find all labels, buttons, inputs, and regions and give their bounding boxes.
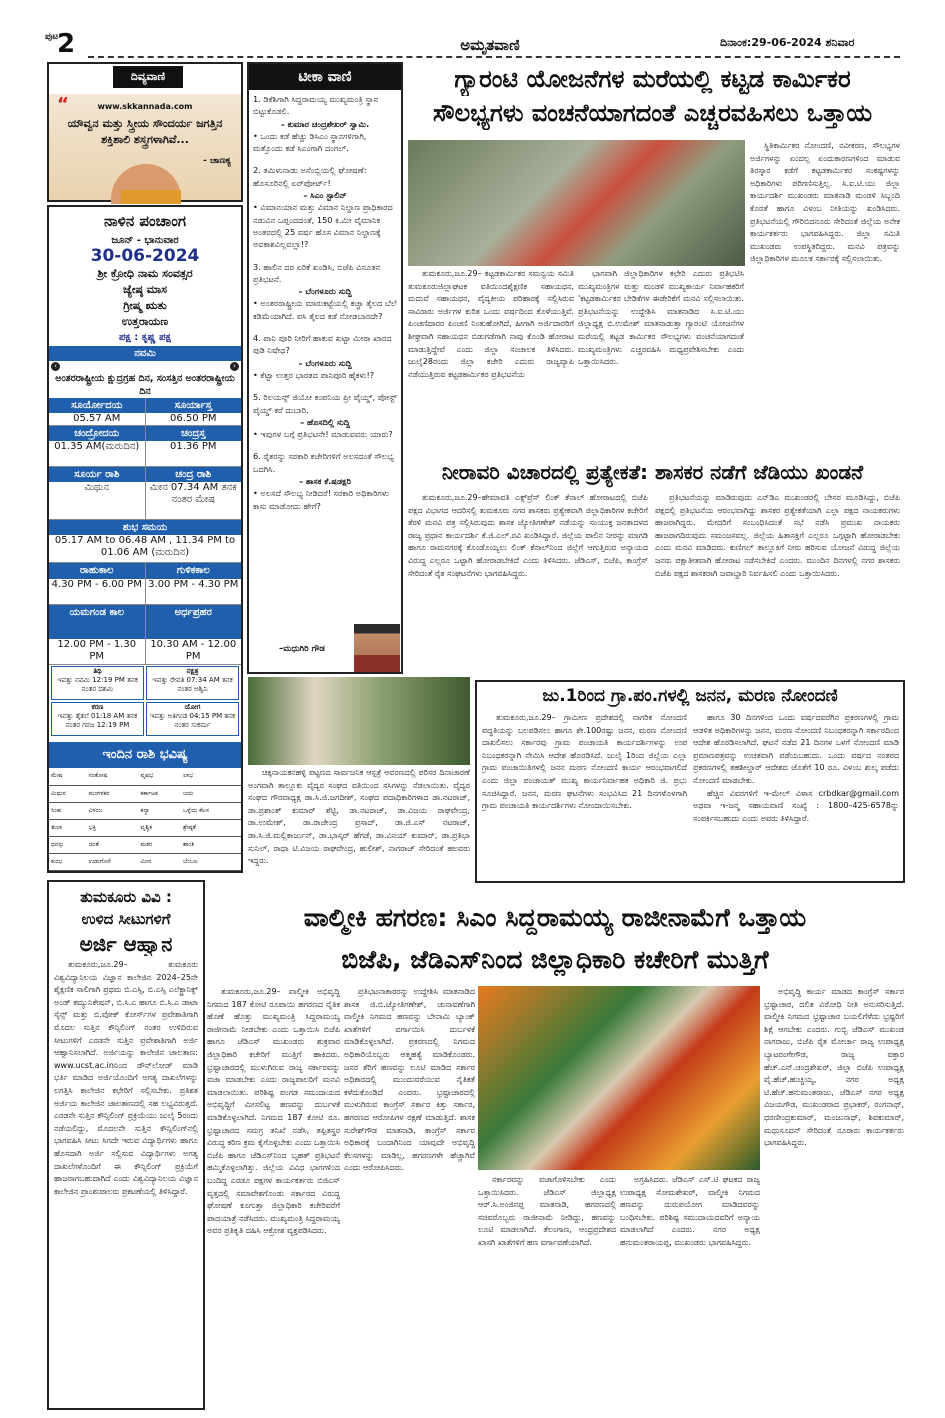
story1-headline-line-2: ಸೌಲಭ್ಯಗಳು ವಂಚನೆಯಾಗದಂತೆ ಎಚ್ಚರವಹಿಸಲು ಒತ್ತಾಯ xyxy=(432,99,873,127)
headline-line-3: ಅರ್ಜಿ ಆಹ್ವಾನ xyxy=(79,932,173,956)
rashi-row xyxy=(49,836,241,853)
story4-col-5: ಅಭಿವೃದ್ಧಿ ಕಾರ್ಯ ಮಾಡದ ಕಾಂಗ್ರೆಸ್ ಸರ್ಕಾರ ಭ್ರಷ್ಟಾಚಾರ, ದಲಿತ ವಿರೋಧಿ ನೀತಿ ಅನುಸರಿಸುತ್ತಿದೆ. ವಾಲ್ಮೀಕಿ ನಿಗಮದ ಭ್ರಷ್ಟಾಚಾರ ಬಯಲಿಗೆಳೆದು ಭ್ರಷ್ಟರಿಗೆ ಶಿಕ್ಷೆ ಆಗಬೇಕು ಎಂದರು. ಗುಬ್ಬಿ ಜೆಡಿಎಸ್ ಮುಖಂಡ ನಾಗರಾಜು, ಬಿಜೆಪಿ ರೈತ ಮೋರ್ಚಾ ರಾಜ್ಯ ಉಪಾಧ್ಯಕ್ಷ ಬ್ಯಾಟರಂಗೇಗೌಡ, ರಾಜ್ಯ ವಕ್ತಾರ ಹೆಚ್.ಎನ್.ಚಂದ್ರಶೇಖರ್, ಜಿಲ್ಲಾ ಬಿಜೆಪಿ ಉಪಾಧ್ಯಕ್ಷ ವೈ.ಹೆಚ್.ಹುಚ್ಚಯ್ಯ, ನಗರ ಅಧ್ಯಕ್ಷ ಟಿ.ಹೆಚ್.ಹನುಮಂತರಾಜು, ಜೆಡಿಎಸ್ ನಗರ ಅಧ್ಯಕ್ಷ ವಿಜಯಗೌಡ, ಮುಖಂಡರಾದ ಪ್ರಭಾಕರ್, ರಂಗನಾಥ್, ಧರಣೀಂದ್ರಕುಮಾರ್, ಮಂಜುನಾಥ್, ಶಿವಕುಮಾರ್, ಮಧುಸೂದನ್ ಸೇರಿದಂತೆ ನೂರಾರು ಕಾರ್ಯಕರ್ತರು ಭಾಗವಹಿಸಿದ್ದರು. xyxy=(764,987,904,1148)
rashi-prediction: ವಿಳಂಬ xyxy=(87,802,139,819)
tika-comment: • ವಿಮಾನಯಾನ ಮತ್ತು ವಿಮಾನ ನಿಲ್ದಾಣ ಪ್ರಾಧಿಕಾರದ ನಡುವಿನ ಒಪ್ಪಂದದಂತೆ, 150 ಕಿ.ಮೀ ವೈಮಾನಿಕ ಅಂತರದಲ್ಲಿ 25 ವರ್ಷ ಹೊಸ ವಿಮಾನ ನಿಲ್ದಾಣಕ್ಕೆ ಅವಕಾಶವಿಲ್ಲವಲ್ಲಾ!? xyxy=(253,202,393,250)
rashi-prediction: ಶಾಂತಿ xyxy=(181,836,241,853)
tika-source: – ಸಿಎಂ ಸ್ಟಾಲಿನ್ xyxy=(303,190,347,201)
prev-arrow-icon[interactable]: ‹ xyxy=(51,362,60,371)
rashi-row xyxy=(49,819,241,836)
tika-item xyxy=(253,332,397,381)
sunrise-label: ಸೂರ್ಯೋದಯ xyxy=(49,398,146,413)
chandra-rashi-label: ಚಂದ್ರ ರಾಶಿ xyxy=(175,469,212,480)
divyavani-url: www.skkannada.com xyxy=(97,102,193,111)
page-number: ಪುಟ 2 xyxy=(45,29,76,59)
tumkur-university-story xyxy=(47,880,205,1410)
tika-quote: 1. ಡಿಕೆಶಿಗಾಗಿ ಸಿದ್ದರಾಮಯ್ಯ ಮುಖ್ಯಮಂತ್ರಿ ಸ್ಥಾನ ಬಿಟ್ಟುಕೊಡಲಿ. xyxy=(253,94,379,117)
tika-source: – ಕುಮಾರ ಚಂದ್ರಶೇಖರ್ ಸ್ವಾಮಿ. xyxy=(280,118,370,129)
tika-source: – ಶಾಸಕ ಕೆ.ಷಡಕ್ಷರಿ xyxy=(299,476,351,487)
rashi-prediction: ಉಡುಗೊರೆ xyxy=(87,853,139,870)
rashi-prediction: ಒಳ್ಳೆಯ ಕೆಲಸ xyxy=(181,802,241,819)
story4-col-4: ಅಗ್ರಹಿಸಿದರು. ಜೆಡಿಎಸ್ ಎಸ್.ಟಿ ಘಟಕದ ರಾಜ್ಯ ಉಪಾಧ್ಯಕ್ಷ ಸೋಮಶೇಖರ್, ವಾಲ್ಮೀಕಿ ನಿಗಮದ ಹಣವನ್ನು ದುರುಪಯೋಗ ಮಾಡಿದವರನ್ನು ಬಂಧಿಸಬೇಕು. ಪರಿಶಿಷ್ಟ ಸಮುದಾಯದವರಿಗೆ ಅನ್ಯಾಯ ಮಾಡಲಾಗಿದೆ ಎಂದರು. ನಗರ ಅಧ್ಯಕ್ಷ ಹನುಮಂತರಾಯಪ್ಪ, ಮುಖಂಡರು ಭಾಗವಹಿಸಿದ್ದರು. xyxy=(620,1175,760,1247)
tika-source: – ಹೊಸದಿಲ್ಲಿ ಸುದ್ದಿ xyxy=(300,416,350,427)
rashi-sign: ವೃಷಭ xyxy=(139,768,181,785)
header-divider xyxy=(88,56,900,58)
story4-headline-line-2: ಬಿಜೆಪಿ, ಜೆಡಿಎಸ್‌ನಿಂದ ಜಿಲ್ಲಾಧಿಕಾರಿ ಕಚೇರಿಗೆ ಮುತ್ತಿಗೆ xyxy=(341,945,769,974)
chandra-rashi: ಮೀನ 07.34 AM ತನಕ ನಂತರ ಮೇಷ xyxy=(149,482,237,505)
rashi-sign: ಕರ್ಕಾಟಕ xyxy=(139,785,181,802)
rashi-sign: ಸಿಂಹ xyxy=(49,802,87,819)
chanakya-illustration xyxy=(111,164,181,204)
special-day: ಅಂತರರಾಷ್ಟ್ರೀಯ ಕ್ಷುದ್ರಗ್ರಹ ದಿನ, ಸಂಸತ್ತಿನ ಅಂತರರಾಷ್ಟ್ರೀಯ ದಿನ xyxy=(55,373,235,397)
rashi-prediction: ಭಕ್ತಿ xyxy=(87,819,139,836)
story2-col-1: ತುಮಕೂರು,ಜೂ.29–ಹೇಮಾವತಿ ಎಕ್ಸ್‌ಪ್ರೆಸ್ ಲಿಂಕ್ ಕೆನಾಲ್ ಹೋರಾಟದಲ್ಲಿ ಬಿಜೆಪಿ ಪಕ್ಷದ ವಿಭಾಗದ ಆದರಿಸಲ್ಲಿ ತುಮಕೂರು ನಗರ ಶಾಸಕರು ಪ್ರತ್ಯೇಕವಾಗಿ ಜಿಲ್ಲಾಧಿಕಾರಿಗಳ ಕಚೇರಿಗೆ ತೆರಳಿ ಮನವಿ ಪತ್ರ ಸಲ್ಲಿಸಿರುವುದು ಶಾಸಕ ಜ್ಯೋತಿಗಣೇಶ್ ನಡೆಯನ್ನು ಸಂಯುಕ್ತ ಜನತಾದಳದ ರಾಜ್ಯ ಪ್ರಧಾನ ಕಾರ್ಯದರ್ಶಿ ಕೆ.ಜಿ.ಎಲ್.ರವಿ ಖಂಡಿಸಿದ್ದಾರೆ. ಜಿಲ್ಲೆಯ ಪಾಲಿನ ನೀರನ್ನು ಮಾಗಡಿ ಹಾಗೂ ರಾಮನಗರಕ್ಕೆ ಕೊಂಡೊಯ್ಯಲು ಲಿಂಕ್ ಕೆನಾಲ್‌ನಿಂದ ಜಿಲ್ಲೆಗೆ ಆಗುತ್ತಿರುವ ಅನ್ಯಾಯದ ವಿರುದ್ಧ ಎಲ್ಲರೂ ಒಟ್ಟಾಗಿ ಹೋರಾಡಬೇಕಿದೆ ಎಂದು ತಿಳಿಸಿದರು. ಜೆಡಿಎಸ್, ಬಿಜೆಪಿ, ಕಾಂಗ್ರೆಸ್ ಸೇರಿದಂತೆ ರೈತ ಸಂಘಟನೆಗಳು ಭಾಗವಹಿಸಿದ್ದರು. xyxy=(408,493,648,578)
divyavani-box xyxy=(47,62,243,202)
tithi-card: ತಿಥಿ ಇವತ್ತು ನವಮಿ 12:19 PM ತನಕ ನಂತರ ದಶಮಿ xyxy=(51,666,144,700)
story3-col-2: ಹಾಗೂ 30 ದಿನಗಳಿಂದ ಒಂದು ವರ್ಷದವರೆಗಿನ ಪ್ರಕರಣಗಳಲ್ಲಿ ಗ್ರಾಮ ಆಡಳಿತ ಅಧಿಕಾರಿಗಳನ್ನು ಜನನ, ಮರಣ ನೋಂದಣಿ ನಿಬಂಧಕರನ್ನಾಗಿ ಸರ್ಕಾರದಿಂದ ಆದೇಶ ಹೊರಡಿಸಲಾಗಿದೆ. ಘಟನೆ ನಡೆದ 21 ದಿನಗಳ ಒಳಗೆ ನೋಂದಣಿ ಮಾಡಿ ಪ್ರಮಾಣಪತ್ರವನ್ನು ಉಚಿತವಾಗಿ ಪಡೆಯಬಹುದು. ಒಂದು ವರ್ಷದ ನಂತರದ ಪ್ರಕರಣಗಳಲ್ಲಿ ತಹಶೀಲ್ದಾರ್ ಆದೇಶದ ಜೊತೆಗೆ 10 ರೂ. ವಿಳಂಬ ಶುಲ್ಕ ಪಡೆದು ನೋಂದಣಿ ಮಾಡಬೇಕು. xyxy=(693,713,899,785)
story3-col-1: ತುಮಕೂರು,ಜೂ.29– ಗ್ರಾಮೀಣ ಪ್ರದೇಶದಲ್ಲಿ ನಾಗರಿಕ ನೋಂದಣಿ ಪದ್ಧತಿಯನ್ನು ಬಲಪಡಿಸಲು ಹಾಗೂ ಶೇ.100ರಷ್ಟು ಜನನ, ಮರಣ ನೋಂದಣಿ ದಾಖಲಿಸಲು ಸರ್ಕಾರವು ಗ್ರಾಮ ಪಂಚಾಯತಿ ಕಾರ್ಯದರ್ಶಿಗಳನ್ನು ಉಪ ನಿಬಂಧಕರನ್ನಾಗಿ ನೇಮಿಸಿ ಆದೇಶ ಹೊರಡಿಸಿದೆ. ಜುಲೈ 1ರಿಂದ ಜಿಲ್ಲೆಯ ಎಲ್ಲಾ ಗ್ರಾಮ ಪಂಚಾಯಿತಿಗಳಲ್ಲಿ ಜನನ ಮರಣ ನೋಂದಣಿ ಕಾರ್ಯ ಆರಂಭವಾಗಲಿದೆ ಎಂದು ಜಿಲ್ಲಾ ಪಂಚಾಯತ್ ಮುಖ್ಯ ಕಾರ್ಯನಿರ್ವಾಹಕ ಅಧಿಕಾರಿ ಜಿ. ಪ್ರಭು ಸೂಚಿಸಿದ್ದಾರೆ. ಜನನ, ಮರಣ ಘಟನೆಗಳು ಸಂಭವಿಸಿದ 21 ದಿನಗಳೊಳಗಾಗಿ ಗ್ರಾಮ ಪಂಚಾಯತಿ ಕಾರ್ಯದರ್ಶಿಗಳು ನೋಂದಾಯಿಸಬೇಕು. xyxy=(482,713,687,811)
moonset-label: ಚಂದ್ರಸ್ತ xyxy=(181,428,206,439)
story-body: ತುಮಕೂರು,ಜೂ.29– ತುಮಕೂರು ವಿಶ್ವವಿದ್ಯಾನಿಲಯ ವಿಜ್ಞಾನ ಕಾಲೇಜಿನ 2024–25ನೇ ಶೈಕ್ಷಣಿಕ ಸಾಲಿಗಾಗಿ ಪ್ರಥಮ ಬಿ.ಎಸ್ಸಿ, ಬಿ.ಎಸ್ಸಿ ಎಲೆಕ್ಟ್ರಾನಿಕ್ಸ್ ಅಂಡ್ ಕಮ್ಯುನಿಕೇಷನ್, ಬಿ.ಸಿ.ಎ ಹಾಗೂ ಬಿ.ಸಿ.ಎ ಡಾಟಾ ಸೈನ್ಸ್ ಮತ್ತು ಬಿ.ವೋಕ್ ಕೋರ್ಸ್‌ಗಳ ಪ್ರವೇಶಾತಿಗಾಗಿ ಮೊದಲ ಸುತ್ತಿನ ಕೌನ್ಸಿಲಿಂಗ್ ನಂತರ ಉಳಿದಿರುವ ಸೀಟುಗಳಿಗೆ ಎರಡನೇ ಸುತ್ತಿನ ಪ್ರವೇಶಾತಿಗಾಗಿ ಅರ್ಜಿ ಆಹ್ವಾನಿಸಲಾಗಿದೆ. ಅರ್ಜಿಯನ್ನು ಕಾಲೇಜಿನ ಜಾಲತಾಣ: www.ucst.ac.inನಿಂದ ಡೌನ್‌ಲೋಡ್ ಮಾಡಿ ಭರ್ತಿ ಮಾಡಿದ ಅರ್ಜಿಯೊಂದಿಗೆ ಅಗತ್ಯ ದಾಖಲೆಗಳನ್ನು ಲಗತ್ತಿಸಿ ಕಾಲೇಜಿನ ಕಛೇರಿಗೆ ಸಲ್ಲಿಸಬೇಕು. ಪ್ರತಿಶತ ಅರ್ಜಿಯ ಕಾಲೇಜಿನ ಜಾಲತಾಣದಲ್ಲಿ ಸಹ ಲಭ್ಯವಿರುತ್ತದೆ. ಎರಡನೇ ಸುತ್ತಿನ ಕೌನ್ಸಿಲಿಂಗ್ ಪ್ರಕ್ರಿಯೆಯು ಜುಲೈ 5ರಂದು ನಡೆಯಲಿದ್ದು, ಮೊದಲನೇ ಸುತ್ತಿನ ಕೌನ್ಸಿಲಿಂಗ್‌ನಲ್ಲಿ ಭಾಗವಹಿಸಿ ಸೀಟು ಸಿಗದೇ ಇರುವ ವಿದ್ಯಾರ್ಥಿಗಳು ಹಾಗೂ ಹೊಸದಾಗಿ ಅರ್ಜಿ ಸಲ್ಲಿಸುವ ವಿದ್ಯಾರ್ಥಿಗಳು ಅಗತ್ಯ ದಾಖಲೆಗಳೊಂದಿಗೆ ಈ ಕೌನ್ಸಿಲಿಂಗ್ ಪ್ರಕ್ರಿಯೆಗೆ ಹಾಜರಾಗಬಹುದಾಗಿದೆ ಎಂದು ವಿಶ್ವವಿದ್ಯಾನಿಲಯ ವಿಜ್ಞಾನ ಕಾಲೇಜಿನ ಪ್ರಾಂಶುಪಾಲರು ಪ್ರಕಟಣೆಯಲ್ಲಿ ತಿಳಿಸಿದ್ದಾರೆ. xyxy=(54,960,198,1196)
tika-item xyxy=(253,164,397,250)
tika-item xyxy=(253,391,397,440)
tika-comment: • ಒಂದು ಕಡೆ ಹೆಚ್ಚು ಡಿಸಿಎಂ ಸ್ಥಾನಗಳಿಗಾಗಿ, ಮತ್ತೊಂದು ಕಡೆ ಸಿಎಂಗಾಗಿ ದಂಗಲ್. xyxy=(253,130,367,154)
rashi-row xyxy=(49,802,241,819)
divyavani-title: ದಿವ್ಯವಾಣಿ xyxy=(113,66,183,88)
rashi-title: ಇಂದಿನ ರಾಶಿ ಭವಿಷ್ಯ xyxy=(49,742,241,768)
story1-col-3: ಸ್ಥಿತಿಕಾರ್ಮಿಕರ ನೋಂದಣಿ, ನವೀಕರಣ, ಸೌಲಭ್ಯಗಳ ಅರ್ಜಿಗಳನ್ನು ಏಂದಲ್ಲ ಏಂದುಕಾರಣಗಳಿಂದ ಮಾಡುವ ತಿರಸ್ಕಾರ ಕಡೆಗೆ ಕಟ್ಟಡಕಾರ್ಮಿಕರ ಸಂಕಷ್ಟಗಳನ್ನು ಅಧಿಕಾರಿಗಳು ಪರಿಗಣಿಸುತ್ತಿಲ್ಲ. ಸಿ.ಐ.ಟಿ.ಯು ಜಿಲ್ಲಾ ಕಾರ್ಯದರ್ಶಿ ಮುಖಂಡರು ಮಾತನಾಡಿ ಮಂಡಳಿ ಸಿಬ್ಬಂದಿ ಕೊರತೆ ಹಾಗೂ ವಿಳಂಬ ನೀತಿಯನ್ನು ಖಂಡಿಸಿದರು. ಪ್ರತಿಭಟನೆಯಲ್ಲಿ ಗೌರಿಬಿದನೂರು ಸೇರಿದಂತೆ ಜಿಲ್ಲೆಯ ಅನೇಕ ಕಾರ್ಯಕರ್ತರು ಭಾಗವಹಿಸಿದ್ದರು. ಜಿಲ್ಲಾ ಸಮಿತಿ ಮುಖಂಡರು ಉಪಸ್ಥಿತರಿದ್ದರು. ಮನವಿ ಪತ್ರವನ್ನು ಜಿಲ್ಲಾಧಿಕಾರಿಗಳ ಮೂಲಕ ಸರ್ಕಾರಕ್ಕೆ ಸಲ್ಲಿಸಲಾಯಿತು. xyxy=(750,141,900,264)
sunrise-time: 05.57 AM xyxy=(49,413,146,425)
yama-time: 12.00 PM - 1.30 PM xyxy=(49,639,146,664)
rashi-prediction: ಸಂತೋಷ xyxy=(87,768,139,785)
story3-headline: ಜು.1ರಿಂದ ಗ್ರಾ.ಪಂ.ಗಳಲ್ಲಿ ಜನನ, ಮರಣ ನೋಂದಣಿ xyxy=(542,686,838,706)
rashi-row xyxy=(49,785,241,802)
panchang-box xyxy=(47,205,243,873)
tika-item xyxy=(253,93,397,154)
rashi-prediction: ಲಾಭ xyxy=(181,768,241,785)
birth-death-registration-story xyxy=(475,680,905,883)
rahu-label: ರಾಹುಕಾಲ xyxy=(49,563,146,579)
story1-headline-line-1: ಗ್ಯಾರಂಟಿ ಯೋಜನೆಗಳ ಮರೆಯಲ್ಲಿ ಕಟ್ಟಡ ಕಾರ್ಮಿಕರ xyxy=(454,65,851,93)
workers-protest-photo xyxy=(408,140,745,266)
shubha-label: ಶುಭ ಸಮಯ xyxy=(49,520,241,535)
tika-item xyxy=(253,261,397,322)
headline-line-2: ಉಳಿದ ಸೀಟುಗಳಿಗೆ xyxy=(81,910,171,928)
tika-comment: • ಕೆಟ್ಟಾ ಉತ್ತರ ಭಾರತದ ಪಾನಿಪೂರಿ ಹೈಕಳು!? xyxy=(253,369,375,380)
tika-vani-column xyxy=(247,62,403,674)
rashi-row xyxy=(49,853,241,870)
story2-col-2: ಪ್ರತಿಭಟನೆಯನ್ನು ಮಾಡಿರುವುದು ಎನ್‌ಡಿಎ ಮುಖಂಡರಲ್ಲಿ ಬೇಸರ ಮೂಡಿಸಿದ್ದು, ಬಿಜೆಪಿ ಪಕ್ಷದಲ್ಲಿ ಪ್ರತಿಭಟನೆಯ ಆರಂಭವಾಗಿದ್ದು ಶಾಸಕರ ಪ್ರತ್ಯೇಕತೆಯಾಗಿ ಎಲ್ಲಾ ಪಕ್ಷದ ನಾಯಕರುಗಳು ಹಾಜರಾಗಿದ್ದರು. ಮೇದರಿಗೆ ಸಂಬಂಧಿಸಿದಂತೆ ಸಭೆ ನಡೆಸಿ ಪ್ರಮುಖ ನಾಯಕರು ಹಾಜರಾಗದಿರುವುದು ಸಮಂಜಸವಲ್ಲ. ಜಿಲ್ಲೆಯ ಹಿತಾಸಕ್ತಿಗೆ ಎಲ್ಲರೂ ಒಗ್ಗಟ್ಟಾಗಿ ಹೋರಾಡಬೇಕು ಎಂದು ಮನವಿ ಮಾಡಿದರು. ಕುಣಿಗಲ್ ತಾಲ್ಲೂಕಿಗೆ ನೀರು ಹರಿಸುವ ಯೋಜನೆ ವಿರುದ್ಧ ಜಿಲ್ಲೆಯ ಜನರು ಪಕ್ಷಾತೀತವಾಗಿ ಹೋರಾಟ ನಡೆಸಬೇಕಿದೆ ಎಂದರು. ಮುಂದಿನ ದಿನಗಳಲ್ಲಿ ನಗರ ಶಾಸಕರು ಬಿಜೆಪಿ ಪಕ್ಷದ ಶಾಸಕರಾಗಿ ಜವಾಬ್ದಾರಿ ನಿರ್ವಹಿಸಲಿ ಎಂದು ಒತ್ತಾಯಿಸಿದರು. xyxy=(655,493,900,578)
issue-date: ದಿನಾಂಕ:29-06-2024 ಶನಿವಾರ xyxy=(720,36,855,49)
panchang-title: ನಾಳಿನ ಪಂಚಾಂಗ xyxy=(104,212,186,230)
moonrise-time: 01.35 AM(ಮರುದಿನ) xyxy=(49,441,146,466)
story4-col-2: ಪ್ರತಿಭಟನಾಕಾರರನ್ನು ಉದ್ದೇಶಿಸಿ ಮಾತನಾಡಿದ ಶಾಸಕ ಜಿ.ಬಿ.ಜ್ಯೋತಿಗಣೇಶ್, ಚುನಾವಣೆಗಾಗಿ ವಾಲ್ಮೀಕಿ ನಿಗಮದ ಹಣವನ್ನು ಬೇನಾಮಿ ಬ್ಯಾಂಕ್ ಖಾತೆಗಳಿಗೆ ವರ್ಗಾಯಿಸಿ ದುರ್ಬಳಕೆ ಮಾಡಿಕೊಳ್ಳಲಾಗಿದೆ. ಪ್ರಕರಣದಲ್ಲಿ ನಿಗಮದ ಅಧಿಕಾರಿಯೊಬ್ಬರು ಆತ್ಮಹತ್ಯೆ ಮಾಡಿಕೊಂಡರು. ಜನರ ತೆರಿಗೆ ಹಣವನ್ನು ಲೂಟಿ ಮಾಡಿದ ಸರ್ಕಾರ ಅಧಿಕಾರದಲ್ಲಿ ಮುಂದುವರೆಯುವ ನೈತಿಕತೆ ಕಳೆದುಕೊಂಡಿದೆ ಎಂದರು. ಭ್ರಷ್ಟಾಚಾರದಲ್ಲಿ ಮುಳುಗಿರುವ ಕಾಂಗ್ರೆಸ್ ಸರ್ಕಾರ ಕಿತ್ತು ಸರ್ಕಾರ, ಹಗರಣದ ಆರೋಪಿಗಳ ರಕ್ಷಣೆ ಮಾಡುತ್ತಿದೆ. ಶಾಸಕ ಸುರೇಶ್‌ಗೌಡ ಮಾತನಾಡಿ, ಕಾಂಗ್ರೆಸ್ ಸರ್ಕಾರ ಅಧಿಕಾರಕ್ಕೆ ಬಂದಾಗಿನಿಂದ ಯಾವುದೇ ಅಭಿವೃದ್ಧಿ ಕೆಲಸಗಳನ್ನು ಮಾಡಿಲ್ಲ, ಹಗರಣಗಳೇ ಹೆಚ್ಚಾಗಿವೆ ಎಂದು ಆರೋಪಿಸಿದರು. xyxy=(344,987,475,1173)
yama-label: ಯಮಗಂಡ ಕಾಲ xyxy=(49,605,146,639)
panchang-day: ಜೂನ್ - ಭಾನುವಾರ xyxy=(111,235,179,246)
tika-source: – ಬೆಂಗಳೂರು ಸುದ್ದಿ xyxy=(298,357,352,368)
surya-rashi-label: ಸೂರ್ಯ ರಾಶಿ xyxy=(49,467,146,482)
ayana: ಉತ್ತರಾಯಣ xyxy=(121,315,169,328)
samvatsara: ಶ್ರೀ ಕ್ರೋಧಿ ನಾಮ ಸಂವತ್ಸರ xyxy=(97,267,193,280)
tika-quote: 4. ಪಾನಿ ಪೂರಿ ನೀರಿಗೆ ಹಾಕುವ ಖಟ್ಟಾ ಮೀಠಾ ಖಾರದ ಪುಡಿ ನಿಷೇಧ? xyxy=(253,333,392,356)
shubha-time: 05.17 AM to 06.48 AM , 11.34 PM to 01.06 AM (ಮರುದಿನ) xyxy=(49,535,241,563)
tika-vani-title: ಟೀಕಾ ವಾಣಿ xyxy=(249,64,401,90)
masthead: ಅಮೃತವಾಣಿ xyxy=(460,36,520,54)
rashi-sign: ಧನಸ್ಸು xyxy=(49,836,87,853)
sunset-time: 06.50 PM xyxy=(170,413,217,424)
story4-col-1: ತುಮಕೂರು,ಜೂ.29– ವಾಲ್ಮೀಕಿ ಅಭಿವೃದ್ಧಿ ನಿಗಮದ 187 ಕೋಟಿ ರೂಪಾಯಿ ಹಗರಣದ ನೈತಿಕ ಹೊಣೆ ಹೊತ್ತು ಮುಖ್ಯಮಂತ್ರಿ ಸಿದ್ದರಾಮಯ್ಯ ರಾಜೀನಾಮೆ ನೀಡಬೇಕು ಎಂದು ಒತ್ತಾಯಿಸಿ ಬಿಜೆಪಿ ಹಾಗೂ ಜೆಡಿಎಸ್ ಮುಖಂಡರು ಶುಕ್ರವಾರ ಜಿಲ್ಲಾಧಿಕಾರಿ ಕಚೇರಿಗೆ ಮುತ್ತಿಗೆ ಹಾಕಿದರು. ಭ್ರಷ್ಟಾಚಾರದಲ್ಲಿ ಮುಳುಗಿರುವ ರಾಜ್ಯ ಸರ್ಕಾರವನ್ನು ವಜಾ ಮಾಡಬೇಕು ಎಂದು ರಾಜ್ಯಪಾಲರಿಗೆ ಮನವಿ ಮಾಡಲಾಯಿತು. ಪರಿಶಿಷ್ಟ ಪಂಗಡ ಸಮುದಾಯದ ಅಭಿವೃದ್ಧಿಗೆ ಮೀಸಲಿಟ್ಟ ಹಣವನ್ನು ದುರ್ಬಳಕೆ ಮಾಡಿಕೊಳ್ಳಲಾಗಿದೆ. ನಿಗಮದ 187 ಕೋಟಿ ರೂ. ಭ್ರಷ್ಟಾಚಾರದ ಸಮಗ್ರ ತನಿಖೆ ನಡೆಸಿ, ತಪ್ಪಿತಸ್ಥರ ವಿರುದ್ಧ ಕಠಿಣ ಕ್ರಮ ಕೈಗೊಳ್ಳಬೇಕು ಎಂದು ಒತ್ತಾಯಿಸಿ ಬಿಜೆಪಿ ಹಾಗೂ ಜೆಡಿಎಸ್‌ನಿಂದ ಬೃಹತ್ ಪ್ರತಿಭಟನೆ ಹಮ್ಮಿಕೊಳ್ಳಲಾಗಿತ್ತು. ಜಿಲ್ಲೆಯ ವಿವಿಧ ಭಾಗಗಳಿಂದ ಬಂದಿದ್ದ ಎರಡೂ ಪಕ್ಷಗಳ ಕಾರ್ಯಕರ್ತರು ಬಿಜಿಎಸ್ ವೃತ್ತದಲ್ಲಿ ಸಮಾವೇಶಗೊಂಡು ಸರ್ಕಾರದ ವಿರುದ್ಧ ಘೋಷಣೆ ಕೂಗುತ್ತಾ ಜಿಲ್ಲಾಧಿಕಾರಿ ಕಚೇರಿವರೆಗೆ ಪಾದಯಾತ್ರೆ ನಡೆಸಿದರು. ಮುಖ್ಯಮಂತ್ರಿ ಸಿದ್ದರಾಮಯ್ಯ ಅವರ ಪ್ರತಿಕೃತಿ ದಹಿಸಿ ಆಕ್ರೋಶ ವ್ಯಕ್ತಪಡಿಸಿದರು. xyxy=(207,987,340,1236)
tika-quote: 2. ತಮಿಳುನಾಡು ಅಸೆಂಬ್ಲಿಯಲ್ಲಿ ಘೋಷಣೆ: ಹೊಸೂರಿನಲ್ಲಿ ಏರ್‌ಪೋರ್ಟ್! xyxy=(253,165,367,188)
rashi-sign: ಮೇಷ xyxy=(49,768,87,785)
tika-quote: 3. ಹಾಲಿನ ದರ ಏರಿಕೆ ಖಂಡಿಸಿ, ಬಿಜೆಪಿ ವಿನೂತನ ಪ್ರತಿಭಟನೆ. xyxy=(253,261,381,284)
surya-rashi: ಮಿಥುನ xyxy=(49,482,146,519)
tithi-banner: ನವಮಿ xyxy=(49,346,241,361)
nakshatra-card: ನಕ್ಷತ್ರ ಇವತ್ತು ರೇವತಿ 07:34 AM ತನಕ ನಂತರ ಅಶ್ವಿನಿ xyxy=(146,666,239,700)
gulika-label: ಗುಳಿಕಕಾಲ xyxy=(176,565,210,576)
moonrise-label: ಚಂದ್ರೋದಯ xyxy=(49,426,146,441)
tika-quote: 5. ರಿಲಯನ್ಸ್ ಜಿಯೋ ಕಂಪನಿಯ ಪ್ರೀ ಪೈಯ್ಡ್, ಪೋಸ್ಟ್ ಪೈಯ್ಡ್ ಕರೆ ದುಬಾರಿ. xyxy=(253,392,397,415)
tika-author: –ಮಧುಗಿರಿ ಗೌಡ xyxy=(279,644,325,654)
rashi-row xyxy=(49,768,241,785)
moonset-time: 01.36 PM xyxy=(170,441,217,452)
ritu: ಗ್ರೀಷ್ಮ ಋತು xyxy=(123,299,167,312)
yoga-card: ಯೋಗ ಇವತ್ತು ಅತಿಗಂಡ 04:15 PM ತನಕ ನಂತರ ಸುಕರ್ಮ xyxy=(146,702,239,736)
tika-quote: 6. ರೈತರನ್ನು ಸರಕಾರಿ ಕಚೇರಿಗಳಿಗೆ ಅಲಸದಂತೆ ಸೌಲಭ್ಯ ಒದಗಿಸಿ. xyxy=(253,451,394,474)
rashi-prediction: ಮಂಗಳಕರ xyxy=(87,785,139,802)
story4-col-3: ಸರ್ಕಾರವನ್ನು ವಜಾಗೊಳಿಸಬೇಕು ಎಂದು ಒತ್ತಾಯಿಸಿದರು. ಜೆಡಿಎಸ್ ಜಿಲ್ಲಾಧ್ಯಕ್ಷ ಆರ್.ಸಿ.ಅಂಜಿನಪ್ಪ ಮಾತನಾಡಿ, ಹಗರಣದಲ್ಲಿ ಸಚಿವರೊಬ್ಬರು ರಾಜೀನಾಮೆ ನೀಡಿದ್ದು, ಹಣವನ್ನು ಲೂಟಿ ಮಾಡಲಾಗಿದೆ. ತೆಲಂಗಾಣ, ಆಂಧ್ರಪ್ರದೇಶದ ಖಾಸಗಿ ಖಾತೆಗಳಿಗೆ ಹಣ ವರ್ಗಾವಣೆಯಾಗಿದೆ. xyxy=(478,1175,616,1247)
story3-contact: ಹೆಚ್ಚಿನ ವಿವರಗಳಿಗೆ ಇ-ಮೇಲ್ ವಿಳಾಸ crbdkar@gmail.com ಅಥವಾ ಇ-ಜನ್ಮ ಸಹಾಯವಾಣಿ ಸಂಖ್ಯೆ : 1800–425-6578ನ್ನು ಸಂಪರ್ಕಿಸಬಹುದು ಎಂದು ಅವರು ತಿಳಿಸಿದ್ದಾರೆ. xyxy=(693,788,899,823)
ardha-label: ಅರ್ಧಪ್ರಹರ xyxy=(174,607,212,618)
rahu-time: 4.30 PM - 6.00 PM xyxy=(49,579,146,604)
rashi-prediction: ಬೆಂಬಲ xyxy=(181,853,241,870)
photo-caption: ಚಿಕ್ಕನಾಯಕನಹಳ್ಳಿ ಪಟ್ಟಣದ ಸಾರ್ವಜನಿಕ ಆಸ್ಪತ್ರೆ ಆವರಣದಲ್ಲಿ ಪರಿಸರ ದಿನಾಚಾರಣೆ ಅಂಗವಾಗಿ ತಾಲ್ಲೂಕು ವೈದ್ಯರ ಸಂಘದ ವತಿಯಿಂದ ಸಸಿಗಳನ್ನು ನೆಡಲಾಯಿತು. ವೈದ್ಯರ ಸಂಘದ ಗೌರವಾಧ್ಯಕ್ಷ ಡಾ.ಸಿ.ಜಿ.ಜಗದೀಶ್, ಸಂಘದ ಪದಾಧಿಕಾರಿಗಳಾದ ಡಾ.ನಟರಾಜ್, ಡಾ.ಪ್ರಶಾಂತ್ ಕುಮಾರ್ ಶೆಟ್ಟಿ, ಡಾ.ನಟರಾಜ್, ಡಾ.ವಿಜಯ ರಾಘವೇಂದ್ರ, ಡಾ.ಉಮೇಶ್, ಡಾ.ರಾಜೇಂದ್ರ ಪ್ರಸಾದ್, ಡಾ.ಜಿ.ಎಸ್ ನಟರಾಜ್, ಡಾ.ಸಿ.ಜಿ.ಮಲ್ಲಿಕಾರ್ಜುನ್, ಡಾ.ಭಾಸ್ಕರ್ ಹೆಗಡೆ, ಡಾ.ವಿನಯ್ ಕುಮಾರ್, ಡಾ.ಪ್ರತಿಭಾ ಸುನಿಲ್, ರಾಧಾ ಟಿ.ವಿಜಯ ರಾಘವೇಂದ್ರ, ಹುಲೀಶ್, ನಾಗರಾಜ್ ಸೇರಿದಂತೆ ಹಲವರು ಇದ್ದರು. xyxy=(248,768,470,866)
paksha: ಪಕ್ಷ : ಕೃಷ್ಣ ಪಕ್ಷ xyxy=(119,332,171,343)
rashi-sign: ಕುಂಭ xyxy=(49,853,87,870)
rashi-sign: ಮಿಥುನ xyxy=(49,785,87,802)
tika-comment: • ಅಲಸದೆ ಸೌಲಭ್ಯ ನೀಡಿದರೆ! ಸರಕಾರಿ ಅಧಿಕಾರಿಗಳು ಕಾಸು ಮಾಡೋದು ಹೇಗೆ? xyxy=(253,488,389,511)
headline-line-1: ತುಮಕೂರು ವಿವಿ : xyxy=(80,888,172,906)
story4-headline-line-1: ವಾಲ್ಮೀಕಿ ಹಗರಣ: ಸಿಎಂ ಸಿದ್ದರಾಮಯ್ಯ ರಾಜೀನಾಮೆಗೆ ಒತ್ತಾಯ xyxy=(303,903,807,932)
masa: ಜ್ಯೇಷ್ಠ ಮಾಸ xyxy=(122,283,167,296)
rashi-table xyxy=(49,768,241,871)
story1-col-1: ತುಮಕೂರು,ಜೂ.29– ಕಟ್ಟಡಕಾರ್ಮಿಕರ ಸಮನ್ವಯ ಸಮಿತಿ ತುಮಕೂರುಜಿಲ್ಲಾಘಟಕ ವತಿಯಿಂದಶೈಕ್ಷಣಿಕ ಸಹಾಯಧನ, ಮದುವೆ ಸಹಾಯಧನ, ವೈದ್ಯಕೀಯ ಪರಿಹಾರಕ್ಕೆ ಸಲ್ಲಿಸಿರುವ ಸಾವಿರಾರು ಅರ್ಜಿಗಳ ಕುರಿತ ಒಂದು ವರ್ಷದಿಂದ ಕೊಳೆಯುತ್ತಿವೆ. ಪಿಂಚಣಿದಾರರ ಪಿಂಚಣಿ ನಿಂತುಹೋಗಿದೆ, ಹೀಗಾಗಿ ಅರ್ಜಿದಾರರಿಗೆ ಶೀಘ್ರವಾಗಿ ಸಹಾಯಧನ ಬಿಡುಗಡೆಗಾಗಿ ನಾವು ಕೊಂಡಿ ಹೋರಾಟ ಮಾಡುತ್ತಿದ್ದೇವೆ ಎಂದು ಜಿಲ್ಲಾ ಸಂಚಾಲಕ ತಿಳಿಸಿದರು. ಜುಲೈ28ರಂದು ಜಿಲ್ಲಾ ಕಚೇರಿ ಎದುರು ರಾಜ್ಯವ್ಯಾಪಿ ನಡೆಯುತ್ತಿರುವ ಕಟ್ಟಡಕಾರ್ಮಿಕರ ಪ್ರತಿಭಟನೆಯ xyxy=(408,269,574,379)
author-photo xyxy=(354,624,400,672)
gulika-time: 3.00 PM - 4.30 PM xyxy=(148,579,239,590)
next-arrow-icon[interactable]: › xyxy=(230,362,239,371)
karana-card: ಕರಣ ಇವತ್ತು ತೈತಲೆ 01:18 AM ತನಕ ನಂತರ ಗರಜ 12:19 PM xyxy=(51,702,144,736)
quote-icon: “ xyxy=(57,94,69,115)
rashi-sign: ತುಲಾ xyxy=(49,819,87,836)
tika-comment: • ಅಂತರರಾಷ್ಟ್ರೀಯ ಮಾರುಕಟ್ಟೆಯಲ್ಲಿ ಕಚ್ಚಾ ತೈಲದ ಬೆಲೆ ಕಡಿಮೆಯಾಗಿದೆ. ಪಸಿ ತೈಲದ ಕಡೆ ನೋಡಬಾರದೇ? xyxy=(253,298,397,321)
divyavani-quote: ಯೌವ್ವನ ಮತ್ತು ಸ್ತ್ರೀಯ ಸೌಂದರ್ಯ ಜಗತ್ತಿನ ಶಕ್ತಿಶಾಲಿ ಶಸ್ತ್ರಗಳಾಗಿವೆ... xyxy=(67,117,223,146)
panchang-date: 30-06-2024 xyxy=(90,246,200,266)
effigy-burning-photo xyxy=(478,986,760,1170)
tika-item xyxy=(253,450,397,511)
ardha-time: 10.30 AM - 12.00 PM xyxy=(150,639,237,662)
rashi-sign: ಕನ್ಯಾ xyxy=(139,802,181,819)
sunset-label: ಸೂರ್ಯಾಸ್ತ xyxy=(174,400,212,411)
story1-col-2: ಭಾಗವಾಗಿ ಜಿಲ್ಲಾಧಿಕಾರಿಗಳ ಕಛೇರಿ ಎದುರು ಪ್ರತಿಭಟಿಸಿ ಮುಖ್ಯಮಂತ್ರಿಗಳ ಮತ್ತು ಮಂಡಳಿ ಮುಖ್ಯಕಾರ್ಯ ನಿರ್ವಾಹಕರಿಗೆ 'ಕಟ್ಟಡಕಾರ್ಮಿಕರ ಬೇಡಿಕೆಗಳ ಈಡೇರಿಕೆಗೆ ಮನವಿ ಸಲ್ಲಿಸಲಾಯಿತು. ಪ್ರತಿಭಟನೆಯನ್ನು ಉದ್ದೇಶಿಸಿ ಮಾತನಾಡಿದ ಸಿ.ಐ.ಟಿ.ಯು ಜಿಲ್ಲಾಧ್ಯಕ್ಷ ಬಿ.ಉಮೇಶ್ ಮಾತನಾಡುತ್ತಾ ಗ್ಯಾರಂಟಿ ಯೋಜನೆಗಳ ಮರೆಯಲ್ಲಿ ಕಟ್ಟಡ ಕಾರ್ಮಿಕರ ಸೌಲಭ್ಯಗಳು ವಂಚನೆಯಾಗದಂತೆ ಮುಖ್ಯಮಂತ್ರಿಗಳು ಎಚ್ಚರವಹಿಸಿ ಮಧ್ಯಪ್ರವೇಶಿಸಬೇಕು ಎಂದು ಒತ್ತಾಯಿಸಿದರು. xyxy=(578,269,744,367)
tika-comment: • ಇವುಗಳ ಬಗ್ಗೆ ಪ್ರತಿಭಟನೇ! ಮಾಡುವವರು ಯಾರು? xyxy=(253,429,393,440)
divyavani-author: - ಚಾಣಕ್ಯ xyxy=(203,156,231,166)
rashi-sign: ಮೀನ xyxy=(139,853,181,870)
tika-source: – ಬೆಂಗಳೂರು ಸುದ್ದಿ xyxy=(298,286,352,297)
rashi-prediction: ಶ್ರೇಷ್ಠತೆ xyxy=(181,819,241,836)
story2-headline: ನೀರಾವರಿ ವಿಚಾರದಲ್ಲಿ ಪ್ರತ್ಯೇಕತೆ: ಶಾಸಕರ ನಡೆಗೆ ಜೆಡಿಯು ಖಂಡನೆ xyxy=(441,460,864,484)
rashi-prediction: ಚಿಂತೆ xyxy=(87,836,139,853)
rashi-sign: ಮಕರ xyxy=(139,836,181,853)
rashi-sign: ವೃಶ್ಚಿಕ xyxy=(139,819,181,836)
plantation-photo xyxy=(248,677,470,765)
rashi-prediction: ಜಯ xyxy=(181,785,241,802)
